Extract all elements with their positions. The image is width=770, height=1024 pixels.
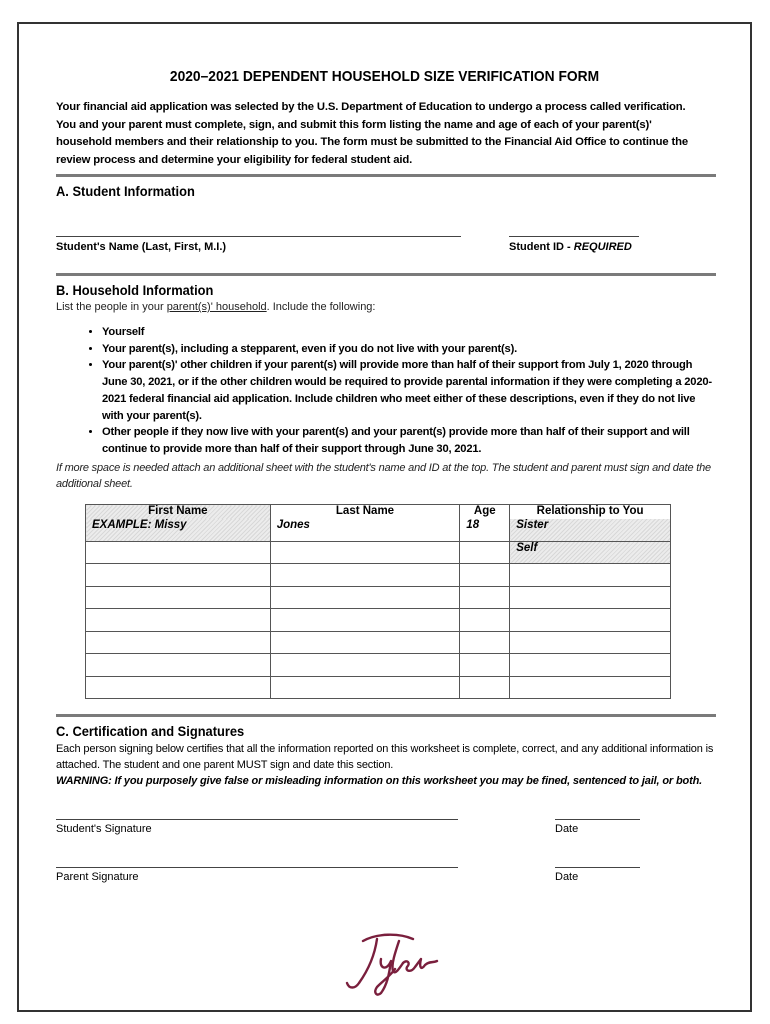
example-first-name: EXAMPLE: Missy bbox=[86, 519, 271, 541]
first-name-cell[interactable] bbox=[86, 541, 271, 564]
last-name-cell[interactable] bbox=[270, 676, 460, 699]
header-age: Age bbox=[460, 505, 510, 520]
student-name-label: Student's Name (Last, First, M.I.) bbox=[56, 241, 227, 253]
first-name-cell[interactable] bbox=[86, 631, 271, 654]
required-marker: REQUIRED bbox=[573, 241, 632, 253]
age-cell[interactable] bbox=[460, 654, 510, 677]
table-row bbox=[86, 676, 671, 699]
age-cell[interactable] bbox=[460, 586, 510, 609]
additional-sheet-note: If more space is needed attach an additional sheet with the student's name and ID at the top. The student and parent must sign and date the additional sheet. bbox=[56, 462, 711, 490]
household-list-intro: List the people in your parent(s)' household. Include the following: bbox=[56, 301, 376, 313]
student-id-label: Student ID - REQUIRED bbox=[509, 241, 632, 253]
first-name-cell[interactable] bbox=[86, 609, 271, 632]
parent-signature-input[interactable] bbox=[56, 867, 458, 868]
warning-text: WARNING: If you purposely give false or misleading information on this worksheet you may be fined, sentenced to jail, or both. bbox=[56, 775, 703, 787]
relationship-cell[interactable] bbox=[510, 564, 671, 587]
tyler-logo bbox=[341, 929, 451, 999]
certification-statement: Each person signing below certifies that all the information reported on this worksheet is complete, correct, and any additional information is attached. The student and one parent MUST sign and date this section. bbox=[56, 743, 714, 771]
age-cell[interactable] bbox=[460, 676, 510, 699]
household-table bbox=[85, 504, 671, 699]
student-signature-label: Student's Signature bbox=[56, 823, 152, 835]
certification-text bbox=[56, 741, 716, 789]
age-cell[interactable] bbox=[460, 631, 510, 654]
header-relationship: Relationship to You bbox=[510, 505, 671, 520]
form-title: 2020–2021 DEPENDENT HOUSEHOLD SIZE VERIFICATION FORM bbox=[169, 68, 600, 85]
example-age: 18 bbox=[460, 519, 510, 541]
section-c-heading: C. Certification and Signatures bbox=[56, 723, 245, 739]
age-cell[interactable] bbox=[460, 609, 510, 632]
section-divider bbox=[56, 714, 716, 717]
relationship-cell[interactable] bbox=[510, 586, 671, 609]
last-name-cell[interactable] bbox=[270, 541, 460, 564]
header-first-name: First Name bbox=[86, 505, 271, 520]
parent-date-label: Date bbox=[555, 871, 579, 883]
last-name-cell[interactable] bbox=[270, 609, 460, 632]
table-row bbox=[86, 631, 671, 654]
example-last-name: Jones bbox=[270, 519, 460, 541]
table-row bbox=[86, 564, 671, 587]
example-row bbox=[86, 519, 671, 541]
first-name-cell[interactable] bbox=[86, 654, 271, 677]
relationship-cell[interactable] bbox=[510, 676, 671, 699]
student-signature-input[interactable] bbox=[56, 819, 458, 820]
table-row bbox=[86, 541, 671, 564]
section-divider bbox=[56, 273, 716, 276]
last-name-cell[interactable] bbox=[270, 564, 460, 587]
age-cell[interactable] bbox=[460, 564, 510, 587]
student-id-input[interactable] bbox=[509, 236, 639, 237]
age-cell[interactable] bbox=[460, 541, 510, 564]
table-row bbox=[86, 654, 671, 677]
student-name-input[interactable] bbox=[56, 236, 461, 237]
intro-paragraph: Your financial aid application was selected by the U.S. Department of Education to undergo a process called verification. You and your parent must complete, sign, and submit this form listing the name and age of each of your parent(s)' household members and their relationship to you. The form must be submitted to the Financial Aid Office to continue the review process and determine your eligibility for federal student aid. bbox=[56, 101, 688, 166]
last-name-cell[interactable] bbox=[270, 631, 460, 654]
last-name-cell[interactable] bbox=[270, 586, 460, 609]
relationship-cell[interactable]: Self bbox=[510, 541, 671, 564]
student-date-label: Date bbox=[555, 823, 579, 835]
list-item: • Your parent(s), including a stepparent, even if you do not live with your parent(s). bbox=[102, 341, 716, 358]
first-name-cell[interactable] bbox=[86, 586, 271, 609]
relationship-cell[interactable] bbox=[510, 654, 671, 677]
section-divider bbox=[56, 174, 716, 177]
section-a-heading: A. Student Information bbox=[56, 183, 195, 199]
list-item: • Your parent(s)' other children if your parent(s) will provide more than half of their support from July 1, 2020 through June 30, 2021, or if the other children would be required to provide parental information if they were completing a 2020-2021 federal financial aid application. Include children who meet either of these descriptions, even if they do not live with your parent(s). bbox=[102, 357, 716, 424]
student-date-input[interactable] bbox=[555, 819, 640, 820]
example-relationship: Sister bbox=[510, 519, 671, 541]
form-page bbox=[17, 22, 752, 1012]
header-last-name: Last Name bbox=[270, 505, 460, 520]
table-row bbox=[86, 586, 671, 609]
table-row bbox=[86, 609, 671, 632]
parent-signature-label: Parent Signature bbox=[56, 871, 139, 883]
list-item: • Yourself bbox=[102, 324, 716, 341]
list-item: • Other people if they now live with your parent(s) and your parent(s) provide more than half of their support and will continue to provide more than half of their support through June 30, 2021. bbox=[102, 424, 716, 457]
relationship-cell[interactable] bbox=[510, 609, 671, 632]
last-name-cell[interactable] bbox=[270, 654, 460, 677]
parent-date-input[interactable] bbox=[555, 867, 640, 868]
household-criteria-list bbox=[56, 324, 716, 458]
household-link-text: parent(s)' household bbox=[166, 301, 267, 313]
relationship-cell[interactable] bbox=[510, 631, 671, 654]
section-b-heading: B. Household Information bbox=[56, 282, 214, 298]
first-name-cell[interactable] bbox=[86, 564, 271, 587]
first-name-cell[interactable] bbox=[86, 676, 271, 699]
